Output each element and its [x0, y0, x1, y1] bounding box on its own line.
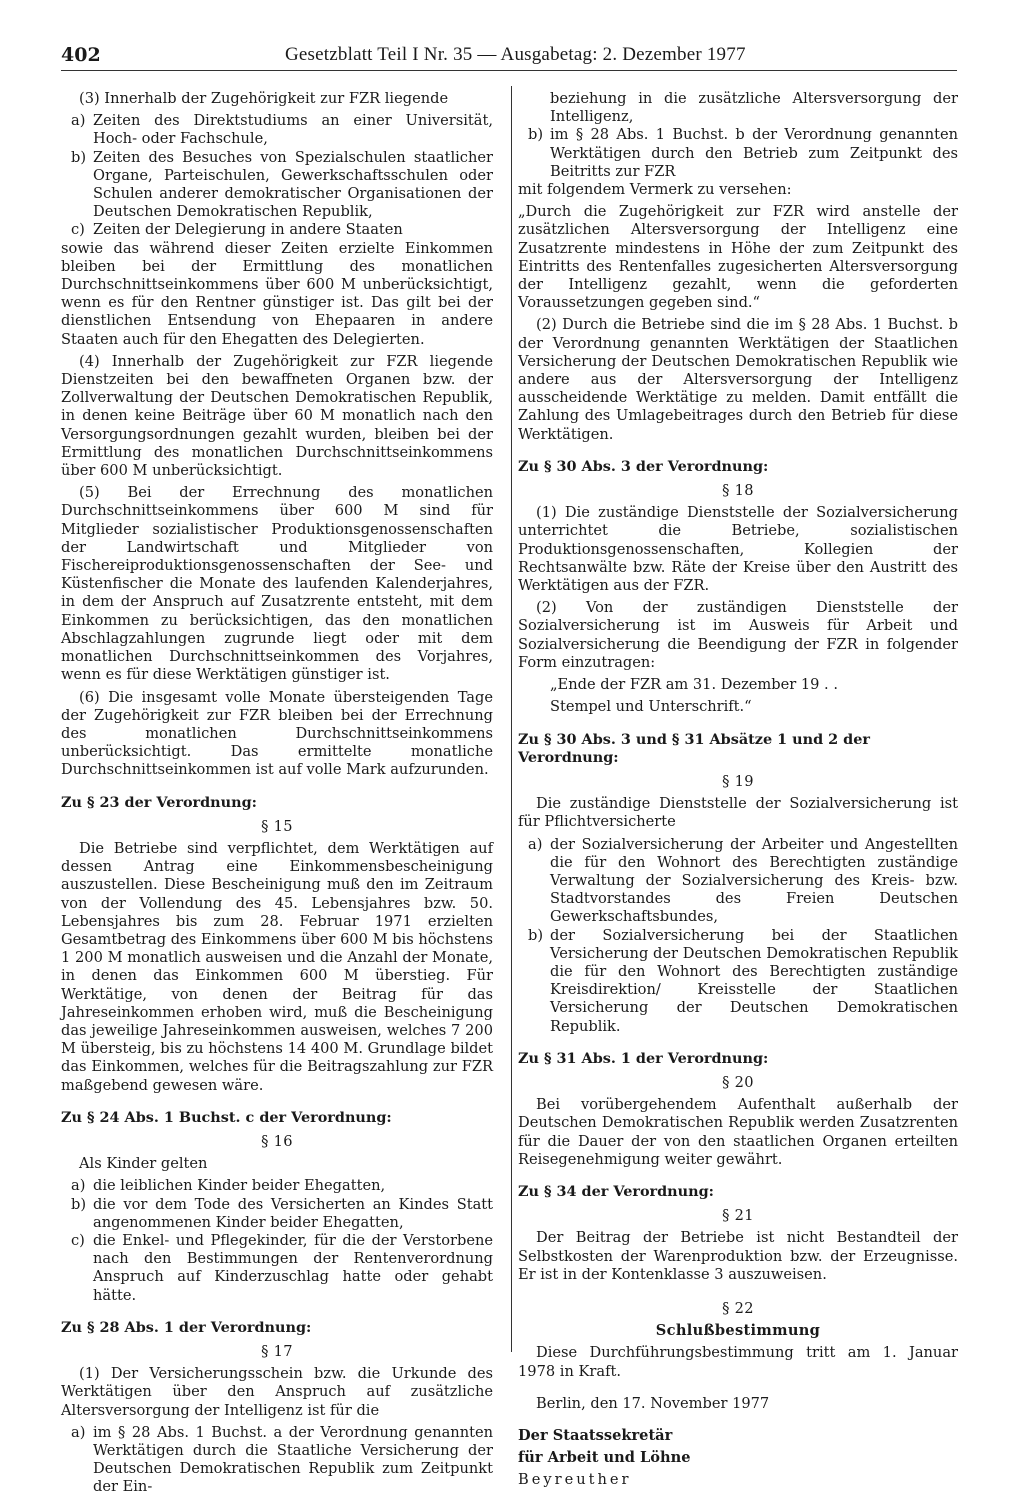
heading-par-34: Zu § 34 der Verordnung: — [518, 1182, 714, 1200]
section-22-title: § 22 — [722, 1299, 754, 1317]
section-17-paragraph-2: (2) Durch die Betriebe sind die im § 28 Abs. 1 Buchst. b der Verordnung genannten Werktätigen der Staatlichen Versicherung der Deutschen Demokratischen Republik wie andere aus der Altersversorgung der Intelligenz ausscheidende Werktätige zu melden. Damit entfällt die Zahlung des Umlagebeitrages durch den Betrieb für diese Werktätigen. — [518, 316, 958, 443]
list-text: im § 28 Abs. 1 Buchst. b der Verordnung genannten Werktätigen durch den Betrieb zum Zeitpunkt des Beitritts zur FZR — [550, 126, 958, 180]
list-text: die vor dem Tode des Versicherten an Kindes Statt angenommenen Kinder beider Ehegatten, — [93, 1195, 493, 1231]
list-marker: a) — [71, 112, 86, 130]
heading-par-23: Zu § 23 der Verordnung: — [61, 793, 257, 811]
list-item — [61, 1424, 493, 1497]
section-19-intro: Die zuständige Dienststelle der Sozialversicherung ist für Pflichtversicherte — [518, 795, 958, 831]
list-marker: c) — [71, 1231, 85, 1249]
list-marker: a) — [71, 1177, 86, 1195]
right-column — [518, 90, 958, 1494]
list-text: die Enkel- und Pflegekinder, für die der Verstorbene nach den Bestimmungen der Rentenverordnung Anspruch auf Kinderzuschlag hatte oder gehabt hätte. — [93, 1231, 493, 1304]
list-item — [518, 836, 958, 927]
heading-par-30: Zu § 30 Abs. 3 der Verordnung: — [518, 457, 769, 475]
list-item — [61, 112, 493, 148]
section-17-title: § 17 — [261, 1343, 293, 1360]
list-marker: b) — [528, 126, 544, 144]
section-18-quote-line-2: Stempel und Unterschrift.“ — [550, 698, 752, 716]
heading-par-31: Zu § 31 Abs. 1 der Verordnung: — [518, 1049, 769, 1067]
section-18-paragraph-2: (2) Von der zuständigen Dienststelle der Sozialversicherung ist im Ausweis für Arbeit und Sozialversicherung die Beendigung der FZR in folgender Form einzutragen: — [518, 599, 958, 671]
heading-par-30-31: Zu § 30 Abs. 3 und § 31 Absätze 1 und 2 der Verordnung: — [518, 730, 870, 766]
list-item — [61, 1232, 493, 1305]
section-22-text: Diese Durchführungsbestimmung tritt am 1. Januar 1978 in Kraft. — [518, 1344, 958, 1380]
list-marker: b) — [71, 148, 87, 166]
list-item — [61, 1196, 493, 1232]
section-16-title: § 16 — [261, 1132, 293, 1150]
list-text: die leiblichen Kinder beider Ehegatten, — [93, 1177, 386, 1195]
header-rule — [61, 70, 957, 71]
list-marker: a) — [71, 1423, 86, 1441]
section-18-title: § 18 — [722, 482, 754, 500]
left-column — [61, 90, 493, 1497]
section-20-title: § 20 — [722, 1073, 754, 1091]
list-text: Zeiten des Besuches von Spezialschulen staatlicher Organe, Parteischulen, Gewerkschaftsschulen oder Schulen anderer demokratischer Organisationen der Deutschen Demokratischen Republik, — [93, 148, 493, 221]
list-item — [61, 1177, 493, 1195]
paragraph-3-intro: (3) Innerhalb der Zugehörigkeit zur FZR liegende — [79, 90, 449, 107]
section-22-heading: Schlußbestimmung — [655, 1322, 821, 1340]
list-item — [518, 927, 958, 1036]
list-marker: a) — [528, 835, 543, 853]
column-divider — [511, 86, 512, 1352]
page-number: 402 — [61, 44, 101, 66]
section-15-text: Die Betriebe sind verpflichtet, dem Werktätigen auf dessen Antrag eine Einkommensbescheinigung auszustellen. Diese Bescheinigung muß den im Zeitraum von der Vollendung des 45. Lebensjahres bzw. 50. Lebensjahres bis zum 28. Februar 1971 erzielten Gesamtbetrag des Einkommens über 600 M bis höchstens 1 200 M monatlich ausweisen und die Anzahl der Monate, in denen das Einkommen 600 M überstieg. Für Werktätige, von denen der Beitrag für das Jahreseinkommen erhoben wird, muß die Bescheinigung das jeweilige Jahreseinkommen ausweisen, welches 7 200 M übersteig, bis zu höchstens 14 400 M. Grundlage bildet das Einkommen, welches für die Beitragszahlung zur FZR maßgebend gewesen wäre. — [61, 839, 493, 1094]
paragraph-4: (4) Innerhalb der Zugehörigkeit zur FZR liegende Dienstzeiten bei den bewaffneten Organen bzw. der Zollverwaltung der Deutschen Demokratischen Republik, in denen keine Beiträge über 60 M monatlich nach den Versorgungsordnungen gezahlt wurden, bleiben bei der Ermittlung des monatlichen Durchschnittseinkommens über 600 M unberücksichtigt. — [61, 352, 493, 480]
signatory-title-1: Der Staatssekretär — [518, 1427, 673, 1444]
section-16-intro: Als Kinder gelten — [79, 1155, 208, 1173]
list-item-continuation — [518, 90, 958, 126]
place-and-date: Berlin, den 17. November 1977 — [536, 1394, 770, 1412]
paragraph-6: (6) Die insgesamt volle Monate übersteigenden Tage der Zugehörigkeit zur FZR bleiben bei der Errechnung des monatlichen Durchschnittseinkommens unberücksichtigt. Das ermittelte monatliche Durchschnittseinkommen ist auf volle Mark aufzurunden. — [61, 688, 493, 779]
section-21-text: Der Beitrag der Betriebe ist nicht Bestandteil der Selbstkosten der Warenproduktion bzw. der Erzeugnisse. Er ist in der Kontenklasse 3 auszuweisen. — [518, 1229, 958, 1283]
heading-par-28: Zu § 28 Abs. 1 der Verordnung: — [61, 1318, 312, 1336]
list-item — [518, 126, 958, 181]
list-text: im § 28 Abs. 1 Buchst. a der Verordnung genannten Werktätigen durch die Staatliche Versicherung der Deutschen Demokratischen Republik zum Zeitpunkt der Ein- — [93, 1423, 493, 1496]
paragraph-3-rest: sowie das während dieser Zeiten erzielte Einkommen bleiben bei der Ermittlung des monatlichen Durchschnittseinkommens über 600 M unberücksichtigt, wenn es für den Rentner günstiger ist. Das gilt bei der dienstlichen Entsendung von Ehepaaren in andere Staaten auch für den Ehegatten des Delegierten. — [61, 239, 493, 348]
list-text: der Sozialversicherung bei der Staatlichen Versicherung der Deutschen Demokratischen Republik die für den Wohnort des Berechtigten zuständige Kreisdirektion/ Kreisstelle der Staatlichen Versicherung der Deutschen Demokratischen Republik. — [550, 926, 958, 1035]
heading-par-24: Zu § 24 Abs. 1 Buchst. c der Verordnung: — [61, 1108, 392, 1126]
page-header — [0, 40, 1024, 74]
signatory-name: Beyreuther — [518, 1471, 632, 1489]
list-marker: b) — [528, 926, 544, 944]
list-item — [61, 149, 493, 222]
vermerk-intro: mit folgendem Vermerk zu versehen: — [518, 181, 792, 199]
list-marker: c) — [71, 221, 85, 239]
section-20-text: Bei vorübergehendem Aufenthalt außerhalb der Deutschen Demokratischen Republik werden Zusatzrenten für die Dauer der von den staatlichen Organen erteilten Reisegenehmigung weiter gewährt. — [518, 1096, 958, 1168]
list-marker: b) — [71, 1195, 87, 1213]
vermerk-quote: „Durch die Zugehörigkeit zur FZR wird anstelle der zusätzlichen Altersversorgung der Intelligenz eine Zusatzrente mindestens in Höhe der zum Zeitpunkt des Eintritts des Rentenfalles zugesicherten Altersversorgung der Intelligenz gezahlt, wenn die geforderten Voraussetzungen gegeben sind.“ — [518, 203, 958, 312]
paragraph-5: (5) Bei der Errechnung des monatlichen Durchschnittseinkommens über 600 M sind für Mitglieder sozialistischer Produktionsgenossenschaften der Landwirtschaft und Mitglieder von Fischereiproduktionsgenossenschaften der See- und Küstenfischer die Monate des laufenden Kalenderjahres, in dem der Anspruch auf Zusatzrente entsteht, mit dem Einkommen zu berücksichtigen, das den monatlichen Abschlagzahlungen zugrunde liegt oder mit dem monatlichen Durchschnittseinkommen des Vorjahres, wenn es für diese Werktätigen günstiger ist. — [61, 484, 493, 684]
section-18-quote-line-1: „Ende der FZR am 31. Dezember 19 . . — [550, 676, 838, 694]
signatory-title-2: für Arbeit und Löhne — [518, 1449, 691, 1467]
list-text: der Sozialversicherung der Arbeiter und Angestellten die für den Wohnort des Berechtigten zuständige Verwaltung der Sozialversicherung des Kreis- bzw. Stadtvorstandes des Freien Deutschen Gewerkschaftsbundes, — [550, 835, 958, 926]
section-19-title: § 19 — [722, 772, 754, 790]
section-17-paragraph-1: (1) Der Versicherungsschein bzw. die Urkunde des Werktätigen über den Anspruch auf zusätzliche Altersversorgung der Intelligenz ist für die — [61, 1365, 493, 1419]
section-15-title: § 15 — [261, 817, 293, 835]
section-18-paragraph-1: (1) Die zuständige Dienststelle der Sozialversicherung unterrichtet die Betriebe, sozialistischen Produktionsgenossenschaften, Kollegien der Rechtsanwälte bzw. Räte der Kreise über den Austritt des Werktätigen aus der FZR. — [518, 504, 958, 595]
list-text: beziehung in die zusätzliche Altersversorgung der Intelligenz, — [550, 90, 958, 126]
section-21-title: § 21 — [722, 1207, 754, 1225]
header-title: Gesetzblatt Teil I Nr. 35 — Ausgabetag: 2. Dezember 1977 — [285, 44, 746, 65]
list-text: Zeiten des Direktstudiums an einer Universität, Hoch- oder Fachschule, — [93, 112, 493, 148]
list-text: Zeiten der Delegierung in andere Staaten — [93, 221, 403, 239]
list-item — [61, 221, 493, 239]
